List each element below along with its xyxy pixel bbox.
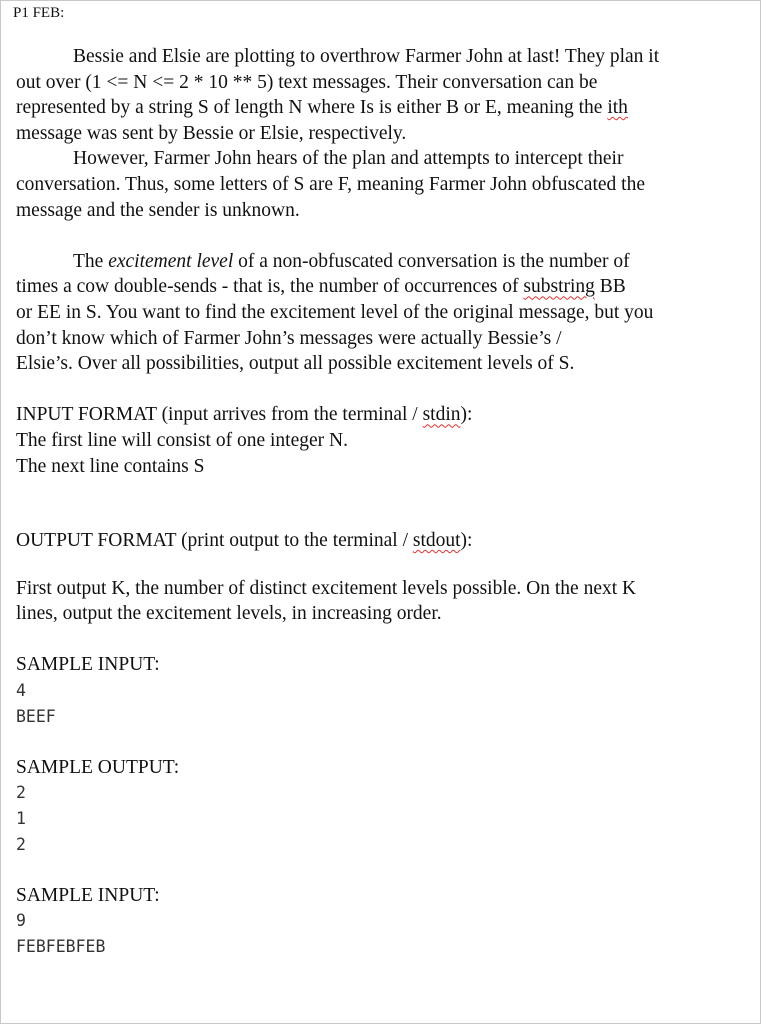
blank-line [16, 857, 751, 883]
blank-line [16, 729, 751, 755]
output-format-section [16, 528, 751, 627]
sample-input-1-label: SAMPLE INPUT: [16, 654, 160, 676]
excitement-line-2 [16, 274, 751, 300]
sample-input-1 [16, 652, 751, 729]
excitement-line-1 [16, 249, 751, 275]
sample-input-2 [16, 883, 751, 960]
obfuscation-line-2: conversation. Thus, some letters of S are F, meaning Farmer John obfuscated the [16, 173, 645, 195]
blank-line [16, 223, 751, 249]
intro-line-3 [16, 95, 751, 121]
blank-lines [16, 479, 751, 528]
sample-output-1-label: SAMPLE OUTPUT: [16, 756, 180, 778]
input-format-line-1: The first line will consist of one integer N. [16, 429, 348, 451]
sample-output-1-line: 2 [16, 834, 26, 854]
excitement-line-4: don’t know which of Farmer John’s messages were actually Bessie’s / [16, 327, 562, 349]
output-format-heading-c: ): [460, 530, 473, 552]
sample-output-1-line: 1 [16, 809, 26, 829]
input-format-heading-c: ): [460, 404, 473, 426]
obfuscation-paragraph [16, 146, 751, 223]
input-format-heading [16, 402, 751, 428]
blank-line [16, 627, 751, 653]
sample-output-1 [16, 755, 751, 857]
excitement-line-1a: The [73, 250, 109, 272]
sample-input-2-line: FEBFEBFEB [16, 937, 106, 956]
excitement-paragraph [16, 249, 751, 377]
intro-line-2: out over (1 <= N <= 2 * 10 ** 5) text messages. Their conversation can be [16, 71, 598, 93]
intro-line-3-text: represented by a string S of length N where Is is either B or E, meaning the [16, 97, 608, 119]
problem-header: P1 FEB: [13, 5, 65, 21]
excitement-line-1c: of a non-obfuscated conversation is the number of [233, 250, 630, 272]
sample-input-2-label: SAMPLE INPUT: [16, 884, 160, 906]
spellcheck-stdin: stdin [422, 404, 461, 426]
spellcheck-ith: ith [607, 97, 628, 119]
blank-line [16, 554, 751, 576]
input-format-line-2: The next line contains S [16, 455, 205, 477]
sample-input-2-line: 9 [16, 911, 26, 931]
intro-paragraph [16, 44, 751, 146]
input-format-section [16, 402, 751, 479]
sample-input-1-line: BEEF [16, 706, 56, 726]
obfuscation-line-3: message and the sender is unknown. [16, 199, 300, 221]
output-format-heading [16, 528, 751, 554]
excitement-term: excitement level [108, 250, 234, 272]
output-format-line-1: First output K, the number of distinct excitement levels possible. On the next K [16, 577, 637, 599]
problem-body [16, 44, 751, 960]
excitement-line-3: or EE in S. You want to find the excitement level of the original message, but you [16, 301, 654, 323]
obfuscation-line-1: However, Farmer John hears of the plan and attempts to intercept their [73, 148, 624, 170]
output-format-heading-a: OUTPUT FORMAT (print output to the terminal / [16, 530, 413, 552]
output-format-line-2: lines, output the excitement levels, in increasing order. [16, 603, 442, 625]
excitement-line-2c: BB [594, 276, 626, 298]
sample-output-1-line: 2 [16, 783, 26, 803]
intro-line-4: message was sent by Bessie or Elsie, respectively. [16, 122, 407, 144]
spellcheck-stdout: stdout [412, 530, 461, 552]
intro-line-1: Bessie and Elsie are plotting to overthrow Farmer John at last! They plan it [73, 46, 660, 67]
excitement-line-2a: times a cow double-sends - that is, the number of occurrences of [16, 276, 524, 298]
input-format-heading-a: INPUT FORMAT (input arrives from the terminal / [16, 404, 423, 426]
blank-line [16, 377, 751, 403]
spellcheck-substring: substring [523, 276, 595, 298]
sample-input-1-line: 4 [16, 681, 26, 701]
excitement-line-5: Elsie’s. Over all possibilities, output all possible excitement levels of S. [16, 353, 575, 375]
